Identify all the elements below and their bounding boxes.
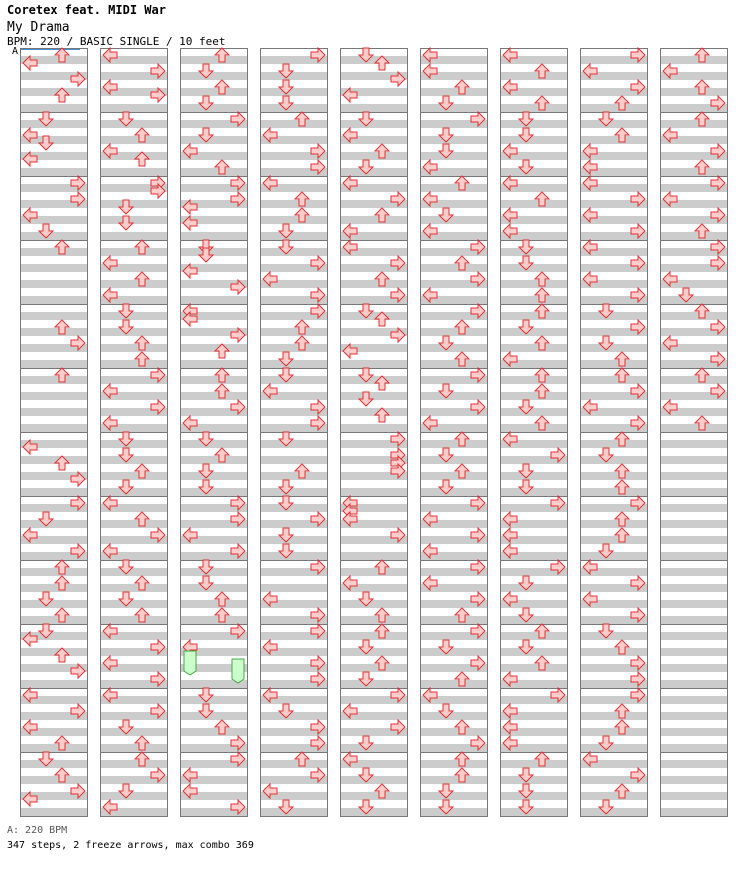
beat-stripe	[20, 680, 88, 688]
beat-stripe	[20, 280, 88, 288]
beat-stripe	[500, 632, 568, 640]
beat-stripe	[100, 232, 168, 240]
beat-stripe	[20, 584, 88, 592]
beat-stripe	[260, 504, 328, 512]
beat-stripe	[260, 216, 328, 224]
beat-stripe	[500, 312, 568, 320]
beat-stripe	[180, 136, 248, 144]
beat-stripe	[100, 216, 168, 224]
beat-stripe	[500, 72, 568, 80]
beat-stripe	[20, 104, 88, 112]
beat-stripe	[580, 520, 648, 528]
beat-stripe	[500, 104, 568, 112]
beat-stripe	[20, 408, 88, 416]
beat-stripe	[180, 440, 248, 448]
beat-stripe	[100, 280, 168, 288]
beat-stripe	[100, 600, 168, 608]
beat-stripe	[260, 472, 328, 480]
beat-stripe	[100, 568, 168, 576]
beat-stripe	[660, 488, 728, 496]
beat-stripe	[20, 264, 88, 272]
beat-stripe	[580, 728, 648, 736]
beat-stripe	[340, 104, 408, 112]
beat-stripe	[100, 472, 168, 480]
beat-stripe	[660, 808, 728, 816]
beat-stripe	[500, 616, 568, 624]
beat-stripe	[660, 744, 728, 752]
beat-stripe	[500, 248, 568, 256]
beat-stripe	[340, 744, 408, 752]
beat-stripe	[20, 568, 88, 576]
beat-stripe	[660, 456, 728, 464]
beat-stripe	[420, 488, 488, 496]
beat-stripe	[260, 328, 328, 336]
beat-stripe	[260, 440, 328, 448]
beat-stripe	[660, 312, 728, 320]
beat-stripe	[260, 584, 328, 592]
beat-stripe	[20, 312, 88, 320]
beat-stripe	[500, 296, 568, 304]
beat-stripe	[580, 312, 648, 320]
beat-stripe	[260, 88, 328, 96]
beat-stripe	[340, 776, 408, 784]
beat-stripe	[340, 552, 408, 560]
beat-stripe	[420, 440, 488, 448]
beat-stripe	[660, 696, 728, 704]
beat-stripe	[420, 680, 488, 688]
beat-stripe	[180, 168, 248, 176]
beat-stripe	[660, 680, 728, 688]
beat-stripe	[500, 120, 568, 128]
beat-stripe	[20, 744, 88, 752]
beat-stripe	[660, 56, 728, 64]
beat-stripe	[260, 248, 328, 256]
beat-stripe	[580, 440, 648, 448]
beat-stripe	[500, 376, 568, 384]
beat-stripe	[180, 488, 248, 496]
beat-stripe	[20, 424, 88, 432]
beat-stripe	[660, 600, 728, 608]
beat-stripe	[100, 312, 168, 320]
beat-stripe	[260, 120, 328, 128]
beat-stripe	[500, 760, 568, 768]
beat-stripe	[180, 88, 248, 96]
beat-stripe	[20, 376, 88, 384]
beat-stripe	[580, 792, 648, 800]
beat-stripe	[420, 152, 488, 160]
beat-stripe	[580, 360, 648, 368]
beat-stripe	[180, 296, 248, 304]
beat-stripe	[340, 808, 408, 816]
beat-stripe	[500, 200, 568, 208]
beat-stripe	[100, 792, 168, 800]
chart-column	[180, 49, 248, 817]
beat-stripe	[260, 232, 328, 240]
beat-stripe	[340, 632, 408, 640]
beat-stripe	[260, 536, 328, 544]
beat-stripe	[340, 120, 408, 128]
beat-stripe	[500, 280, 568, 288]
beat-stripe	[660, 728, 728, 736]
beat-stripe	[500, 664, 568, 672]
beat-stripe	[20, 120, 88, 128]
beat-stripe	[420, 328, 488, 336]
beat-stripe	[500, 168, 568, 176]
beat-stripe	[260, 200, 328, 208]
beat-stripe	[660, 232, 728, 240]
beat-stripe	[180, 600, 248, 608]
beat-stripe	[660, 648, 728, 656]
beat-stripe	[180, 104, 248, 112]
beat-stripe	[500, 776, 568, 784]
beat-stripe	[420, 104, 488, 112]
beat-stripe	[580, 632, 648, 640]
beat-stripe	[20, 296, 88, 304]
beat-stripe	[100, 616, 168, 624]
beat-stripe	[100, 248, 168, 256]
beat-stripe	[340, 600, 408, 608]
beat-stripe	[580, 456, 648, 464]
beat-stripe	[340, 312, 408, 320]
beat-stripe	[580, 648, 648, 656]
beat-stripe	[580, 744, 648, 752]
beat-stripe	[20, 808, 88, 816]
beat-stripe	[580, 104, 648, 112]
beat-stripe	[20, 648, 88, 656]
beat-stripe	[420, 392, 488, 400]
beat-stripe	[500, 584, 568, 592]
beat-stripe	[100, 440, 168, 448]
bpm-legend: A: 220 BPM	[7, 825, 68, 836]
beat-stripe	[180, 712, 248, 720]
beat-stripe	[660, 760, 728, 768]
beat-stripe	[180, 584, 248, 592]
beat-stripe	[260, 456, 328, 464]
beat-stripe	[180, 728, 248, 736]
beat-stripe	[660, 168, 728, 176]
beat-stripe	[660, 712, 728, 720]
beat-stripe	[420, 648, 488, 656]
beat-stripe	[500, 328, 568, 336]
beat-stripe	[660, 664, 728, 672]
beat-stripe	[660, 792, 728, 800]
beat-stripe	[260, 360, 328, 368]
beat-stripe	[420, 712, 488, 720]
beat-stripe	[420, 264, 488, 272]
beat-stripe	[500, 408, 568, 416]
beat-stripe	[100, 456, 168, 464]
beat-stripe	[180, 360, 248, 368]
beat-stripe	[20, 520, 88, 528]
beat-stripe	[340, 648, 408, 656]
freeze-arrow	[232, 659, 244, 683]
beat-stripe	[420, 88, 488, 96]
beat-stripe	[420, 136, 488, 144]
beat-stripe	[580, 136, 648, 144]
beat-stripe	[500, 488, 568, 496]
beat-stripe	[340, 152, 408, 160]
beat-stripe	[580, 552, 648, 560]
beat-stripe	[660, 296, 728, 304]
beat-stripe	[20, 456, 88, 464]
beat-stripe	[180, 56, 248, 64]
beat-stripe	[420, 184, 488, 192]
beat-stripe	[180, 392, 248, 400]
beat-stripe	[580, 808, 648, 816]
beat-stripe	[180, 232, 248, 240]
beat-stripe	[100, 760, 168, 768]
beat-stripe	[660, 632, 728, 640]
beat-stripe	[260, 344, 328, 352]
beat-stripe	[500, 392, 568, 400]
beat-stripe	[340, 792, 408, 800]
beat-stripe	[500, 808, 568, 816]
beat-stripe	[660, 584, 728, 592]
beat-stripe	[580, 376, 648, 384]
beat-stripe	[100, 344, 168, 352]
beat-stripe	[100, 104, 168, 112]
beat-stripe	[660, 424, 728, 432]
beat-stripe	[340, 488, 408, 496]
beat-stripe	[420, 776, 488, 784]
beat-stripe	[180, 696, 248, 704]
beat-stripe	[180, 616, 248, 624]
beat-stripe	[580, 712, 648, 720]
beat-stripe	[20, 392, 88, 400]
beat-stripe	[20, 168, 88, 176]
beat-stripe	[420, 616, 488, 624]
beat-stripe	[580, 536, 648, 544]
beat-stripe	[260, 488, 328, 496]
beat-stripe	[100, 520, 168, 528]
beat-stripe	[420, 360, 488, 368]
beat-stripe	[260, 104, 328, 112]
beat-stripe	[660, 88, 728, 96]
beat-stripe	[340, 168, 408, 176]
beat-stripe	[260, 552, 328, 560]
beat-stripe	[180, 568, 248, 576]
beat-stripe	[20, 248, 88, 256]
beat-stripe	[500, 472, 568, 480]
beat-stripe	[100, 488, 168, 496]
beat-stripe	[500, 648, 568, 656]
beat-stripe	[420, 472, 488, 480]
beat-stripe	[580, 344, 648, 352]
freeze-arrow	[184, 651, 196, 675]
beat-stripe	[660, 520, 728, 528]
beat-stripe	[100, 136, 168, 144]
beat-stripe	[20, 776, 88, 784]
chart-info: BPM: 220 / BASIC SINGLE / 10 feet	[7, 35, 226, 48]
beat-stripe	[580, 488, 648, 496]
song-artist: Coretex feat. MIDI War	[7, 3, 166, 17]
beat-stripe	[420, 760, 488, 768]
bpm-marker: A	[12, 46, 19, 57]
beat-stripe	[660, 568, 728, 576]
beat-stripe	[660, 376, 728, 384]
beat-stripe	[420, 792, 488, 800]
beat-stripe	[340, 408, 408, 416]
beat-stripe	[100, 200, 168, 208]
beat-stripe	[420, 456, 488, 464]
beat-stripe	[260, 808, 328, 816]
beat-stripe	[420, 728, 488, 736]
beat-stripe	[580, 120, 648, 128]
beat-stripe	[660, 616, 728, 624]
beat-stripe	[260, 72, 328, 80]
beat-stripe	[100, 584, 168, 592]
beat-stripe	[660, 552, 728, 560]
beat-stripe	[660, 536, 728, 544]
beat-stripe	[340, 360, 408, 368]
beat-stripe	[20, 232, 88, 240]
beat-stripe	[180, 456, 248, 464]
beat-stripe	[340, 616, 408, 624]
beat-stripe	[180, 344, 248, 352]
beat-stripe	[20, 88, 88, 96]
beat-stripe	[420, 808, 488, 816]
beat-stripe	[180, 248, 248, 256]
beat-stripe	[660, 776, 728, 784]
beat-stripe	[100, 168, 168, 176]
beat-stripe	[500, 264, 568, 272]
beat-stripe	[340, 680, 408, 688]
beat-stripe	[500, 424, 568, 432]
beat-stripe	[500, 136, 568, 144]
beat-stripe	[660, 440, 728, 448]
beat-stripe	[340, 216, 408, 224]
beat-stripe	[420, 344, 488, 352]
beat-stripe	[580, 472, 648, 480]
chart-stats: 347 steps, 2 freeze arrows, max combo 369	[7, 840, 254, 851]
song-title: My Drama	[7, 20, 70, 35]
beat-stripe	[20, 328, 88, 336]
beat-stripe	[660, 120, 728, 128]
chart-column	[660, 49, 728, 817]
beat-stripe	[20, 600, 88, 608]
beat-stripe	[100, 120, 168, 128]
beat-stripe	[420, 216, 488, 224]
beat-stripe	[20, 360, 88, 368]
beat-stripe	[180, 472, 248, 480]
beat-stripe	[100, 744, 168, 752]
beat-stripe	[100, 360, 168, 368]
beat-stripe	[660, 504, 728, 512]
beat-stripe	[340, 568, 408, 576]
beat-stripe	[500, 344, 568, 352]
beat-stripe	[340, 424, 408, 432]
beat-stripe	[340, 392, 408, 400]
beat-stripe	[20, 760, 88, 768]
beat-stripe	[20, 616, 88, 624]
beat-stripe	[340, 56, 408, 64]
beat-stripe	[100, 728, 168, 736]
beat-stripe	[20, 488, 88, 496]
beat-stripe	[340, 280, 408, 288]
beat-stripe	[260, 760, 328, 768]
beat-stripe	[180, 72, 248, 80]
beat-stripe	[180, 376, 248, 384]
beat-stripe	[340, 376, 408, 384]
beat-stripe	[660, 472, 728, 480]
beat-stripe	[260, 712, 328, 720]
beat-stripe	[100, 328, 168, 336]
beat-stripe	[260, 376, 328, 384]
beat-stripe	[500, 792, 568, 800]
beat-stripe	[340, 664, 408, 672]
